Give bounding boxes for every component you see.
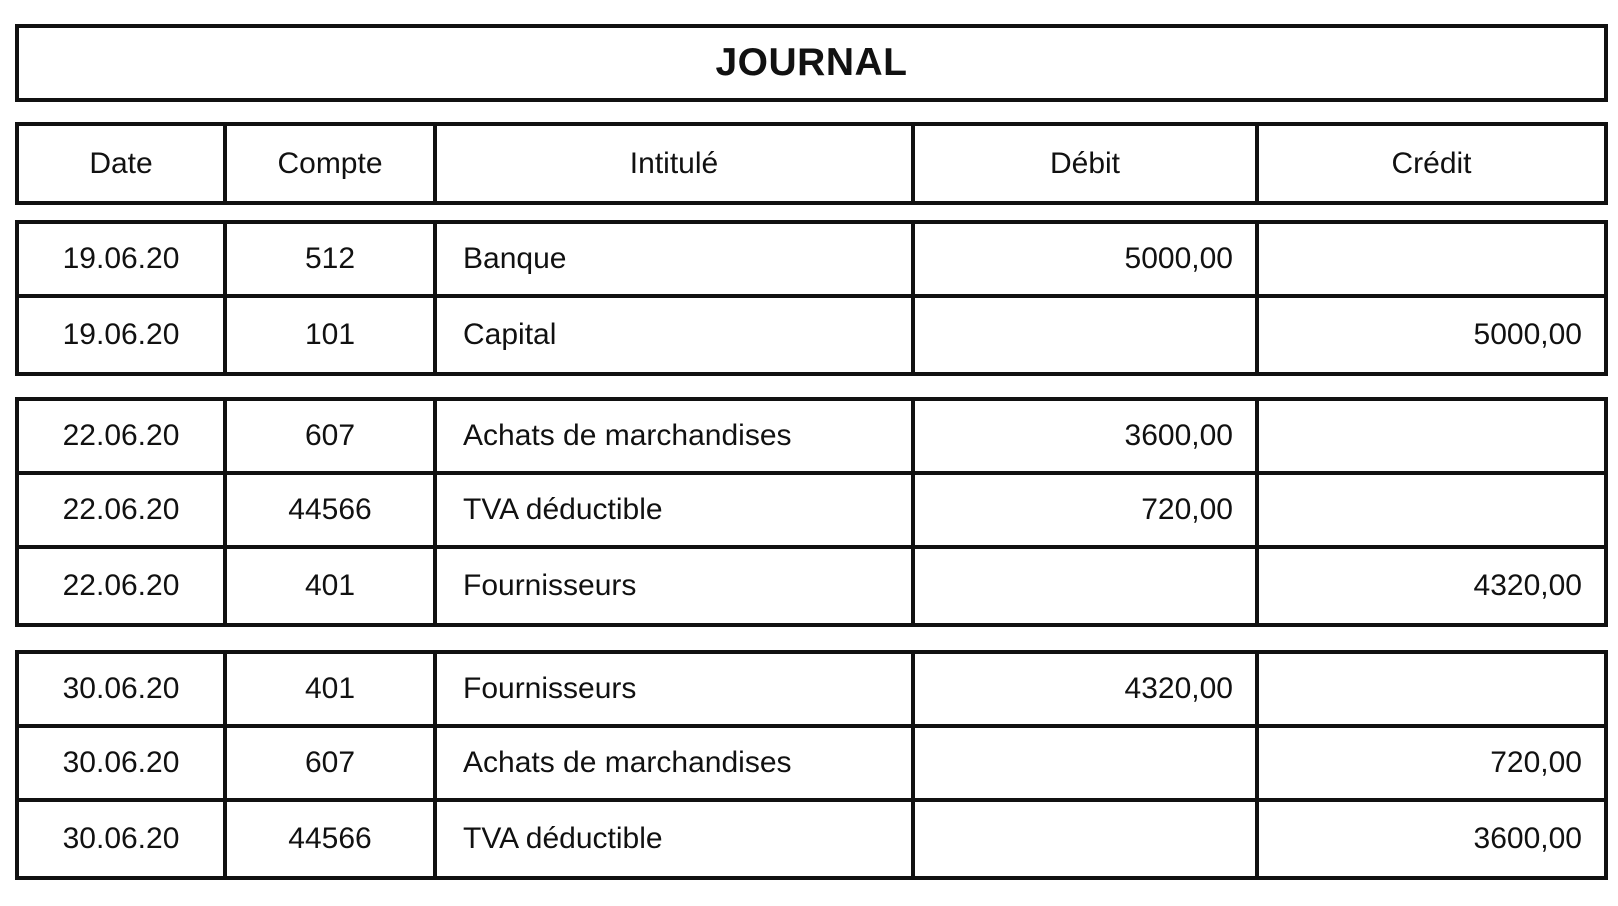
column-header-credit: Crédit bbox=[1391, 146, 1472, 180]
cell-debit: 3600,00 bbox=[915, 401, 1259, 475]
column-header-intitule: Intitulé bbox=[437, 126, 915, 201]
cell-date: 30.06.20 bbox=[19, 802, 227, 876]
cell-compte: 607 bbox=[227, 728, 437, 802]
cell-date: 30.06.20 bbox=[19, 654, 227, 728]
cell-debit bbox=[915, 298, 1259, 372]
journal-entry-group bbox=[15, 650, 1608, 880]
journal-header-row bbox=[15, 122, 1608, 205]
cell-credit: 3600,00 bbox=[1473, 822, 1582, 855]
cell-debit: 5000,00 bbox=[915, 224, 1259, 298]
cell-compte: 401 bbox=[227, 549, 437, 623]
cell-date: 30.06.20 bbox=[19, 728, 227, 802]
cell-compte: 44566 bbox=[227, 802, 437, 876]
cell-credit bbox=[1259, 475, 1604, 549]
cell-debit bbox=[915, 728, 1259, 802]
cell-date: 22.06.20 bbox=[19, 549, 227, 623]
cell-compte: 44566 bbox=[227, 475, 437, 549]
journal-entry-group bbox=[15, 220, 1608, 376]
journal-entry-group bbox=[15, 397, 1608, 627]
column-header-date: Date bbox=[19, 126, 227, 201]
cell-intitule: Capital bbox=[437, 298, 915, 372]
cell-intitule: Fournisseurs bbox=[437, 654, 915, 728]
cell-credit: 5000,00 bbox=[1473, 318, 1582, 351]
column-header-compte: Compte bbox=[227, 126, 437, 201]
cell-compte: 607 bbox=[227, 401, 437, 475]
cell-credit bbox=[1259, 224, 1604, 298]
journal-title-box bbox=[15, 24, 1608, 102]
cell-intitule: Achats de marchandises bbox=[437, 728, 915, 802]
cell-debit: 720,00 bbox=[915, 475, 1259, 549]
cell-debit bbox=[915, 549, 1259, 623]
cell-compte: 401 bbox=[227, 654, 437, 728]
cell-intitule: TVA déductible bbox=[437, 475, 915, 549]
cell-intitule: Banque bbox=[437, 224, 915, 298]
cell-debit bbox=[915, 802, 1259, 876]
cell-compte: 512 bbox=[227, 224, 437, 298]
cell-credit bbox=[1259, 401, 1604, 475]
cell-debit: 4320,00 bbox=[915, 654, 1259, 728]
cell-date: 22.06.20 bbox=[19, 475, 227, 549]
column-header-debit: Débit bbox=[915, 126, 1259, 201]
cell-date: 19.06.20 bbox=[19, 298, 227, 372]
cell-date: 19.06.20 bbox=[19, 224, 227, 298]
cell-date: 22.06.20 bbox=[19, 401, 227, 475]
journal-title: JOURNAL bbox=[715, 41, 908, 84]
cell-credit bbox=[1259, 654, 1604, 728]
cell-compte: 101 bbox=[227, 298, 437, 372]
cell-credit: 720,00 bbox=[1259, 728, 1604, 802]
cell-intitule: TVA déductible bbox=[437, 802, 915, 876]
cell-intitule: Fournisseurs bbox=[437, 549, 915, 623]
cell-credit: 4320,00 bbox=[1473, 569, 1582, 602]
cell-intitule: Achats de marchandises bbox=[437, 401, 915, 475]
